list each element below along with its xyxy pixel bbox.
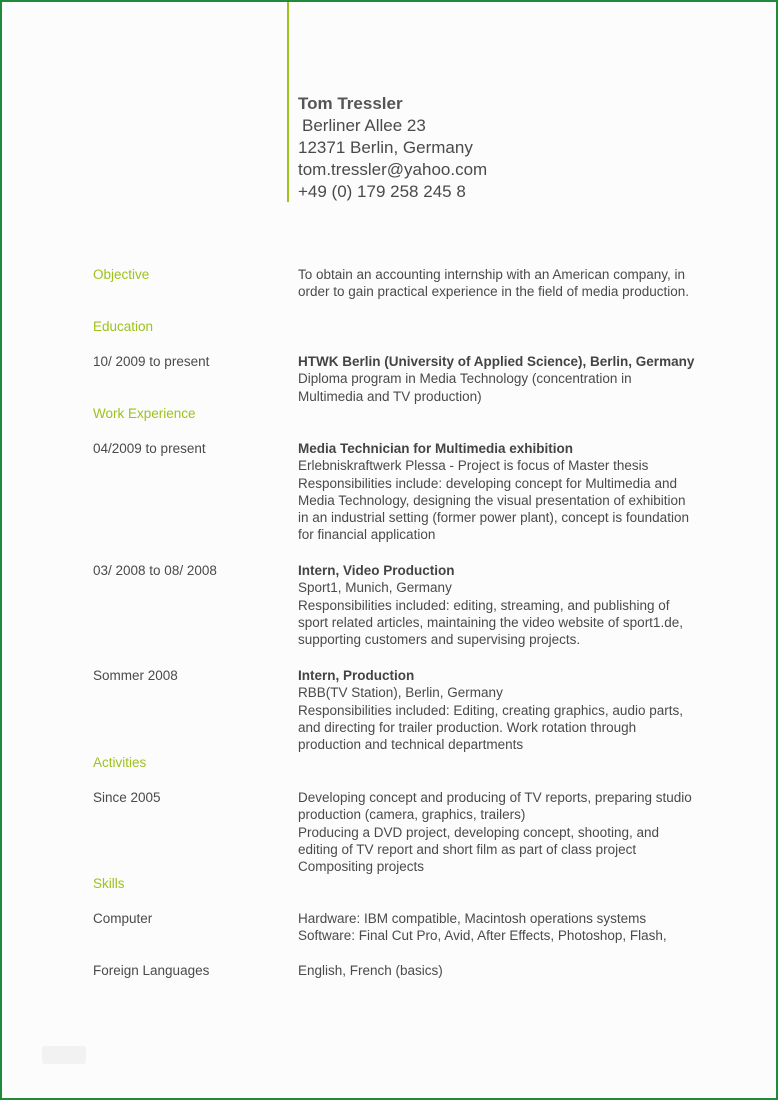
work-date: 04/2009 to present	[93, 441, 206, 456]
activities-line: Producing a DVD project, developing concept, shooting, and	[298, 824, 659, 840]
email-address: tom.tressler@yahoo.com	[298, 160, 488, 179]
education-line: Diploma program in Media Technology (concentration in	[298, 371, 632, 387]
contact-header	[298, 92, 487, 203]
work-line: supporting customers and supervising projects.	[298, 632, 581, 648]
work-experience-heading: Work Experience	[93, 406, 196, 421]
work-line: Media Technology, designing the visual presentation of exhibition	[298, 492, 686, 508]
phone-number: +49 (0) 179 258 245 8	[298, 182, 466, 201]
work-line: for financial application	[298, 527, 436, 543]
work-line: Sport1, Munich, Germany	[298, 580, 452, 596]
skills-entry	[298, 962, 718, 979]
objective-line: To obtain an accounting internship with an American company, in	[298, 267, 685, 282]
skills-line: English, French (basics)	[298, 963, 443, 978]
work-line: sport related articles, maintaining the video website of sport1.de,	[298, 614, 683, 630]
skills-line: Software: Final Cut Pro, Avid, After Effects, Photoshop, Flash,	[298, 928, 667, 944]
activities-entry	[298, 789, 718, 875]
education-heading: Education	[93, 319, 154, 334]
activities-line: editing of TV report and short film as part of class project	[298, 841, 637, 857]
work-line: Responsibilities included: editing, streaming, and publishing of	[298, 597, 670, 613]
applicant-name: Tom Tressler	[298, 94, 403, 113]
work-line: RBB(TV Station), Berlin, Germany	[298, 685, 503, 701]
skills-line: Hardware: IBM compatible, Macintosh operations systems	[298, 911, 647, 926]
work-date: Sommer 2008	[93, 668, 178, 683]
skills-entry	[298, 910, 718, 945]
work-line: Erlebniskraftwerk Plessa - Project is focus of Master thesis	[298, 458, 649, 474]
work-line: and directing for trailer production. Work rotation through	[298, 719, 637, 735]
work-title: Intern, Production	[298, 668, 415, 683]
work-line: Responsibilities included: Editing, creating graphics, audio parts,	[298, 702, 683, 718]
work-date: 03/ 2008 to 08/ 2008	[93, 563, 217, 578]
activities-line: Developing concept and producing of TV reports, preparing studio	[298, 790, 692, 805]
work-title: Media Technician for Multimedia exhibition	[298, 441, 574, 456]
work-entry	[298, 440, 718, 544]
work-line: Responsibilities include: developing concept for Multimedia and	[298, 475, 677, 491]
city-address: 12371 Berlin, Germany	[298, 138, 473, 157]
accent-rule	[287, 2, 289, 202]
objective-text	[298, 266, 718, 301]
work-entry	[298, 667, 718, 753]
street-address: Berliner Allee 23	[302, 116, 426, 135]
work-line: in an industrial setting (former power plant), concept is foundation	[298, 510, 689, 526]
activities-date: Since 2005	[93, 790, 161, 805]
skills-label: Foreign Languages	[93, 963, 210, 978]
objective-line: order to gain practical experience in the field of media production.	[298, 284, 689, 300]
work-line: production and technical departments	[298, 737, 524, 753]
skills-label: Computer	[93, 911, 153, 926]
education-title: HTWK Berlin (University of Applied Science), Berlin, Germany	[298, 354, 695, 369]
work-title: Intern, Video Production	[298, 563, 455, 578]
education-entry	[298, 353, 718, 405]
work-entry	[298, 562, 718, 648]
objective-heading: Objective	[93, 267, 150, 282]
activities-line: production (camera, graphics, trailers)	[298, 807, 526, 823]
education-line: Multimedia and TV production)	[298, 388, 482, 404]
watermark-mark	[42, 1046, 86, 1064]
activities-line: Compositing projects	[298, 859, 425, 875]
education-date: 10/ 2009 to present	[93, 354, 210, 369]
skills-heading: Skills	[93, 876, 125, 891]
activities-heading: Activities	[93, 755, 147, 770]
